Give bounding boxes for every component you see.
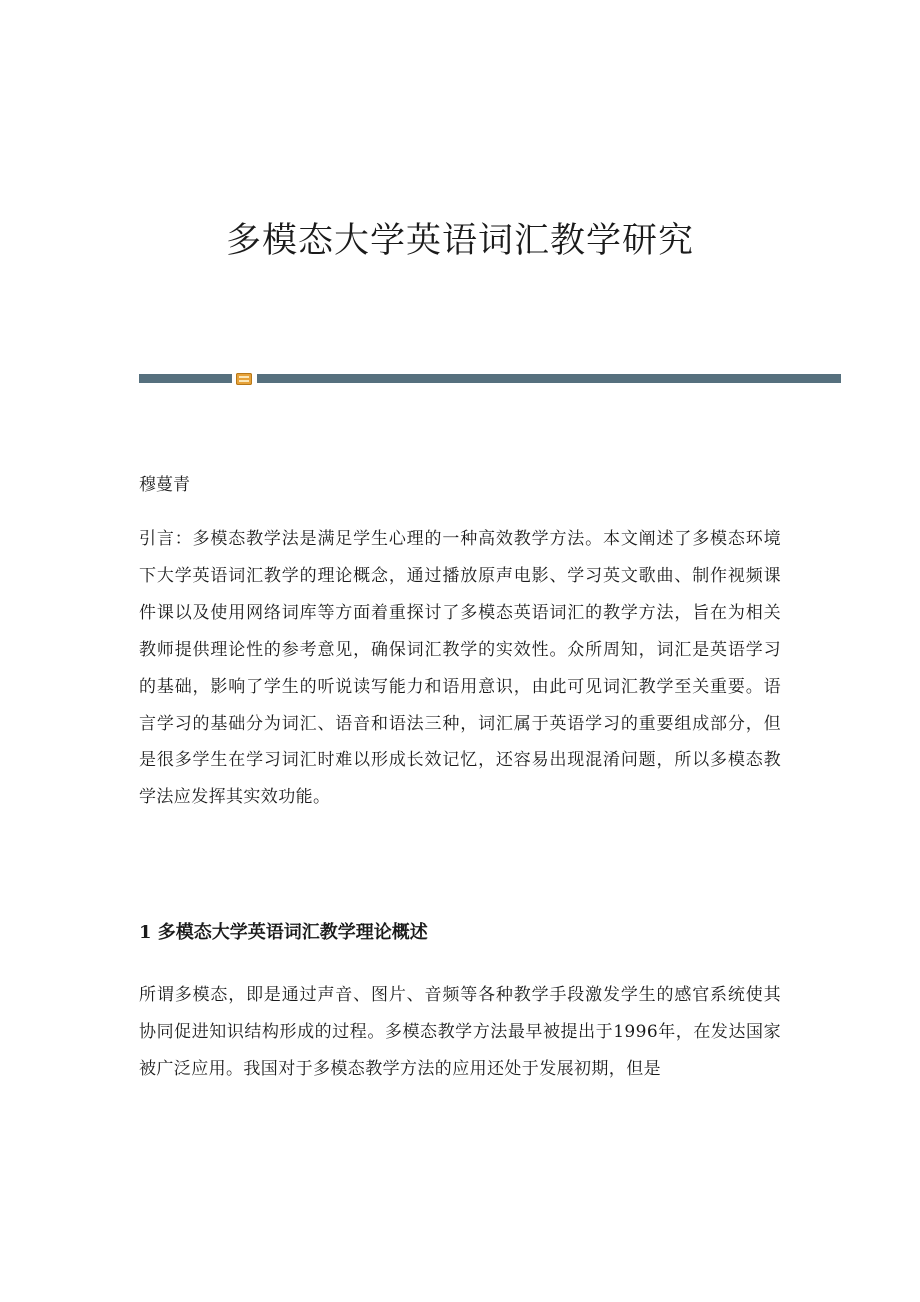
intro-paragraph: 引言：多模态教学法是满足学生心理的一种高效教学方法。本文阐述了多模态环境下大学英语词汇教学的理论概念，通过播放原声电影、学习英文歌曲、制作视频课件课以及使用网络词库等方面着重探讨了多模态英语词汇的教学方法，旨在为相关教师提供理论性的参考意见，确保词汇教学的实效性。众所周知，词汇是英语学习的基础，影响了学生的听说读写能力和语用意识，由此可见词汇教学至关重要。语言学习的基础分为词汇、语音和语法三种，词汇属于英语学习的重要组成部分，但是很多学生在学习词汇时难以形成长效记忆，还容易出现混淆问题，所以多模态教学法应发挥其实效功能。 xyxy=(139,529,781,808)
title-divider-right xyxy=(257,374,841,383)
title-divider-left xyxy=(139,374,232,383)
document-title: 多模态大学英语词汇教学研究 xyxy=(225,221,694,261)
document-icon xyxy=(236,373,252,385)
section-paragraph: 所谓多模态，即是通过声音、图片、音频等各种教学手段激发学生的感官系统使其协同促进知识结构形成的过程。多模态教学方法最早被提出于1996年，在发达国家被广泛应用。我国对于多模态教学方法的应用还处于发展初期，但是 xyxy=(139,985,781,1079)
section-heading: 1 多模态大学英语词汇教学理论概述 xyxy=(139,922,428,943)
author-name: 穆蔓青 xyxy=(139,475,190,495)
